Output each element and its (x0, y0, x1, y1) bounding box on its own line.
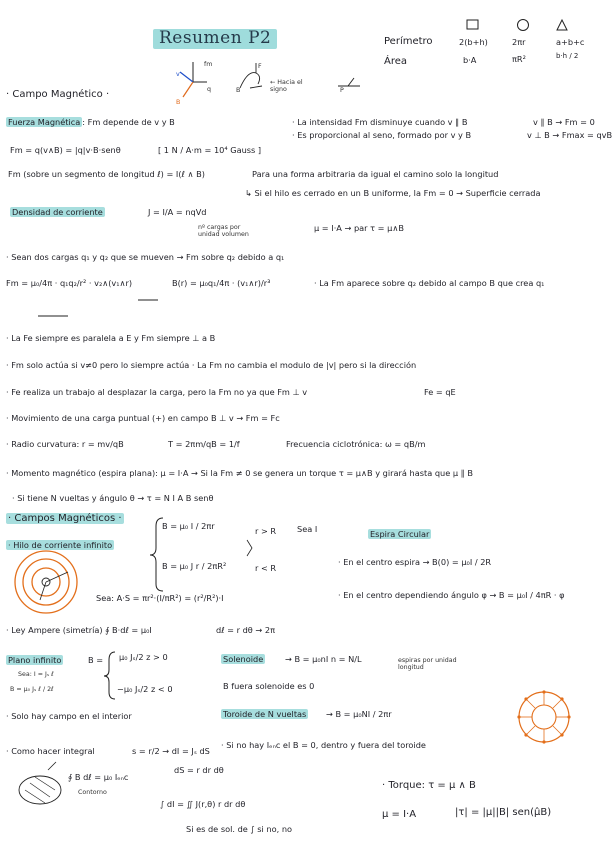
ds-text: dS = r dr dθ (174, 765, 224, 775)
plano-brace (104, 652, 115, 699)
contorno-label: Contorno (78, 789, 107, 796)
f-label: F (258, 63, 262, 70)
intensidad-text: · La intensidad Fm disminuye cuando v ∥ B (292, 117, 468, 127)
hacia-label: ← Hacia el signo (270, 79, 303, 94)
solo-actua-text: · Fm solo actúa si v≠0 pero lo siempre actúa · La Fm no cambia el modulo de |v| pero si la dirección (6, 360, 417, 370)
page-title: Resumen P2 (153, 29, 277, 49)
solo-interior-text: · Solo hay campo en el interior (6, 711, 132, 721)
ampere-text: · Ley Ampere (simetría) ∮ B·dℓ = μ₀I (6, 625, 152, 635)
si-es-text: Si es de sol. de ∫ si no, no (186, 824, 293, 834)
angulo-text: · En el centro dependiendo ángulo φ → B = μ₀I / 4πR · φ (338, 590, 565, 600)
modulo-text: |τ| = |μ||B| sen(μ̂B) (455, 807, 552, 818)
campo-magnetico-heading: · Campo Magnético · (6, 89, 110, 100)
plano-case2: −μ₀ Jₛ/2 z < 0 (117, 684, 173, 694)
campos-magneticos-heading: · Campos Magnéticos · (8, 513, 122, 524)
triangle-icon (557, 20, 567, 30)
wire-field-diagram (15, 551, 77, 613)
solenoide-label: Solenoide (223, 654, 264, 664)
electron-figure (338, 78, 360, 86)
perimeter-rect: 2(b+h) (459, 37, 488, 47)
solenoide-fuera: B fuera solenoide es 0 (223, 681, 315, 691)
toroide-label: Toroide de N vueltas (223, 709, 307, 719)
sea-label: Sea I (297, 524, 318, 534)
fuerza-text: : Fm depende de v y B (82, 117, 175, 127)
b2-label: B (236, 87, 241, 94)
fe-paralela-text: · La Fe siempre es paralela a E y Fm siempre ⊥ a B (6, 333, 216, 343)
densidad-line (10, 208, 105, 217)
periodo-text: T = 2πm/qB = 1/f (168, 439, 240, 449)
momento-magnetico-text: · Momento magnético (espira plana): μ = I·A → Si la Fm ≠ 0 se genera un torque τ = μ∧B y girará hasta que μ ∥ B (6, 468, 473, 478)
toroide-nota: · Si no hay Iₑₙc el B = 0, dentro y fuera del toroide (221, 740, 426, 750)
fe-trabajo-text: · Fe realiza un trabajo al desplazar la carga, pero la Fm no ya que Fm ⊥ v (6, 387, 308, 397)
area-circle: πR² (512, 54, 526, 64)
hilo-line (6, 541, 114, 550)
toroide-line (221, 710, 308, 719)
v-axis-label: v (176, 71, 180, 78)
fm-units: [ 1 N / A·m = 10⁴ Gauss ] (158, 145, 262, 155)
cerrado-text: ↳ Si el hilo es cerrado en un B uniforme, la Fm = 0 → Superficie cerrada (245, 188, 541, 198)
q-label: q (207, 86, 211, 93)
plano-label: Plano infinito (8, 655, 62, 665)
proporcional-text: · Es proporcional al seno, formado por v y B (292, 130, 472, 140)
segmento-text: Fm (sobre un segmento de longitud ℓ) = I(ℓ ∧ B) (8, 169, 205, 179)
solenoide-formula: → B = μ₀nI n = N/L (285, 654, 362, 664)
r-mayor-label: r > R (255, 526, 277, 536)
densidad-formula: J = I/A = nqVd (148, 207, 207, 217)
perp-case: v ⊥ B → Fmax = qvB (527, 130, 612, 140)
ciclotron-text: Frecuencia ciclotrónica: ω = qB/m (286, 439, 426, 449)
toroide-formula: → B = μ₀NI / 2πr (326, 709, 392, 719)
r-cases-brace (247, 540, 252, 556)
campos-magneticos-line (6, 513, 124, 525)
area-label: Área (384, 56, 408, 67)
espira-line (368, 530, 431, 539)
b-in-formula: B = μ₀ J r / 2πR² (162, 561, 227, 571)
fm-axis-label: fm (204, 61, 213, 68)
arbitraria-text: Para una forma arbitraria da igual el camino solo la longitud (252, 169, 499, 179)
b-out-formula: B = μ₀ I / 2πr (162, 521, 215, 531)
perimeter-triangle: a+b+c (556, 37, 585, 47)
toroid-diagram (517, 690, 570, 743)
surface-sketch (19, 762, 61, 804)
area-rect: b·A (463, 55, 477, 65)
fm-formula: Fm = q(v∧B) = |q|v·B·senθ (10, 145, 121, 155)
momento-flecha: μ = I·A → par τ = μ∧B (314, 223, 404, 233)
br-nota: · La Fm aparece sobre q₂ debido al campo B que crea q₁ (314, 278, 545, 288)
integral-label: · Como hacer integral (6, 746, 95, 756)
double-integral: ∫ dI = ∬ J(r,θ) r dr dθ (160, 799, 246, 809)
n-vueltas-text: · Si tiene N vueltas y ángulo θ → τ = N I A B senθ (12, 493, 214, 503)
mu-ia-text: μ = I·A (382, 809, 417, 820)
fm-dos-formula: Fm = μ₀/4π · q₁q₂/r² · v₂∧(v₁∧r) (6, 278, 133, 288)
b-axis-label: B (176, 99, 181, 106)
area-relacion: Sea: A·S = πr²·(I/πR²) = (r²/R²)·I (96, 593, 224, 603)
r-menor-label: r < R (255, 563, 277, 573)
movimiento-text: · Movimiento de una carga puntual (+) en campo B ⊥ v → Fm = Fc (6, 413, 280, 423)
fe-qe-text: Fe = qE (424, 387, 456, 397)
fuerza-label: Fuerza Magnética (8, 117, 81, 127)
perimeter-label: Perímetro (384, 36, 433, 47)
hilo-label: · Hilo de corriente infinito (8, 540, 113, 550)
plano-line (6, 656, 63, 665)
dos-cargas-text: · Sean dos cargas q₁ y q₂ que se mueven → Fm sobre q₂ debido a q₁ (6, 252, 285, 262)
p-label: P (340, 87, 344, 94)
plano-sub: Sea: I = Jₛ ℓ (18, 671, 54, 678)
force-axes-figure (180, 62, 207, 97)
area-triangle: b·h / 2 (556, 52, 579, 60)
densidad-label: Densidad de corriente (12, 207, 103, 217)
circle-icon (518, 20, 529, 31)
rectangle-icon (467, 20, 478, 29)
radio-text: · Radio curvatura: r = mv/qB (6, 439, 124, 449)
fuerza-line (6, 118, 175, 127)
espira-label: Espira Circular (370, 529, 430, 539)
plano-b: B = μ₀ Jₛ ℓ / 2ℓ (10, 686, 54, 693)
perimeter-circle: 2πr (512, 37, 526, 47)
plano-b-eq: B = (88, 655, 104, 665)
densidad-note: nº cargas por unidad volumen (198, 224, 249, 239)
br-formula: B(r) = μ₀q₁/4π · (v₁∧r)/r³ (172, 278, 271, 288)
solenoide-line (221, 655, 265, 664)
dl-text: dℓ = r dθ → 2π (216, 625, 276, 635)
closed-integral: ∮ B dℓ = μ₀ Iₑₙc (68, 772, 129, 782)
parallel-case: v ∥ B → Fm = 0 (533, 117, 595, 127)
integral-formula: s = r/2 → dI = Jₛ dS (132, 746, 210, 756)
centro-text: · En el centro espira → B(0) = μ₀I / 2R (338, 557, 492, 567)
solenoide-note: espiras por unidad longitud (398, 657, 457, 672)
plano-case1: μ₀ Jₛ/2 z > 0 (119, 652, 168, 662)
torque-text: · Torque: τ = μ ∧ B (382, 780, 476, 791)
